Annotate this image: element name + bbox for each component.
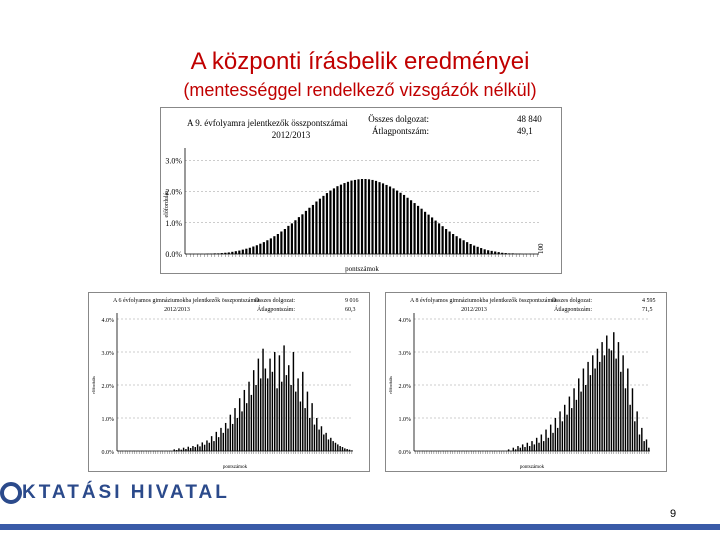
chart0-bar [340, 185, 342, 254]
chart0-count-value: 48 840 [517, 114, 542, 124]
chart1-bar [279, 355, 280, 451]
chart0-mean-label: Átlagpontszám: [372, 126, 429, 136]
chart2-bar [646, 439, 647, 451]
chart0-bar [287, 226, 289, 254]
chart0-bar [273, 236, 275, 254]
chart0-bar [263, 242, 265, 254]
chart0-bar [333, 188, 335, 254]
chart2-bar [527, 443, 528, 451]
chart2-ytick-label: 3.0% [398, 351, 411, 357]
chart0-bar [326, 193, 328, 254]
chart2-bar [634, 421, 635, 451]
chart2-bar [529, 446, 530, 451]
chart1-bar [176, 450, 177, 451]
chart0-bar [322, 196, 324, 254]
chart0-bar [487, 250, 489, 254]
chart0-bar [445, 229, 447, 254]
chart0-bar [228, 252, 230, 254]
chart1-count-value: 9 016 [345, 298, 359, 304]
chart1-bar [288, 365, 289, 451]
chart2-bar [573, 388, 574, 451]
chart2-bar [576, 400, 577, 451]
chart1-bar [274, 352, 275, 451]
chart0-bar [371, 180, 373, 254]
chart1-bar [325, 433, 326, 451]
chart2-bar [564, 405, 565, 451]
chart0-bar [361, 179, 363, 254]
chart2-bar [583, 369, 584, 452]
chart-6-year-gymnasium [89, 293, 369, 471]
chart2-count-value: 4 595 [642, 298, 656, 304]
chart2-bar [515, 449, 516, 451]
chart1-bar [339, 446, 340, 451]
chart1-bar [211, 436, 212, 451]
logo-text: KTATÁSI HIVATAL [22, 482, 230, 503]
chart1-bar [269, 359, 270, 451]
chart1-bar [307, 392, 308, 451]
chart1-bar [185, 449, 186, 451]
chart2-bar [648, 448, 649, 451]
chart0-bar [508, 253, 510, 254]
chart0-bar [428, 215, 430, 254]
chart0-bar [277, 234, 279, 254]
chart2-bar [520, 448, 521, 451]
chart0-bar [298, 217, 300, 254]
chart1-bar [246, 403, 247, 451]
chart1-title-line: 2012/2013 [164, 307, 190, 313]
chart0-mean-value: 49,1 [517, 126, 533, 136]
chart1-bar [209, 443, 210, 451]
chart0-ytick-label: 3.0% [165, 156, 182, 166]
chart0-bar [368, 179, 370, 254]
chart0-bar [336, 186, 338, 254]
chart2-title-line: A 8 évfolyamos gimnáziumokba jelentkezők összpontszámai [410, 298, 557, 304]
chart0-bar [354, 180, 356, 254]
chart0-ytick-label: 1.0% [165, 218, 182, 228]
chart1-bar [330, 438, 331, 451]
chart1-bar [323, 435, 324, 452]
chart0-bar [301, 214, 303, 254]
chart0-bar [466, 242, 468, 254]
chart1-count-label: Összes dolgozat: [254, 298, 295, 304]
chart1-bar [216, 432, 217, 451]
chart0-bar [410, 200, 412, 254]
chart2-bar [552, 433, 553, 451]
footer-line [0, 524, 720, 530]
chart1-bar [297, 378, 298, 451]
chart1-ytick-label: 2.0% [101, 384, 114, 390]
chart2-bar [606, 336, 607, 452]
chart1-bar [188, 447, 189, 451]
chart1-bar [272, 372, 273, 451]
chart2-bar [632, 388, 633, 451]
chart1-y-axis-label: előfordulás [91, 376, 96, 394]
chart2-bar [531, 441, 532, 451]
chart1-bar [241, 411, 242, 451]
chart2-bar [524, 447, 525, 451]
chart2-title-line: 2012/2013 [461, 307, 487, 313]
chart1-bar [255, 385, 256, 451]
chart2-bar [604, 355, 605, 451]
chart1-bar [251, 395, 252, 451]
chart0-bar [224, 253, 226, 254]
chart1-bar [349, 450, 350, 451]
chart0-bar [256, 245, 258, 254]
chart2-bar [548, 438, 549, 451]
chart2-bar [536, 438, 537, 451]
chart1-x-axis-label: pontszámok [222, 465, 248, 470]
chart2-bar [587, 362, 588, 451]
chart1-bar [195, 447, 196, 451]
chart1-ytick-label: 3.0% [101, 351, 114, 357]
chart0-bar [315, 202, 317, 255]
chart1-bar [232, 424, 233, 451]
chart0-bar [424, 212, 426, 254]
chart2-mean-value: 71,5 [642, 307, 653, 313]
chart1-bar [230, 415, 231, 451]
chart0-bar [417, 206, 419, 254]
chart0-bar [392, 188, 394, 254]
chart1-bar [265, 369, 266, 452]
chart0-bar [221, 253, 223, 254]
chart1-bar [314, 425, 315, 451]
chart1-bar [316, 418, 317, 451]
chart0-bar [435, 221, 437, 254]
chart0-bar [505, 253, 507, 254]
chart0-bar [343, 183, 345, 254]
chart0-bar [396, 191, 398, 254]
chart0-bar [378, 182, 380, 254]
chart0-bar [442, 226, 444, 254]
chart1-bar [220, 428, 221, 451]
chart2-bar [627, 369, 628, 452]
chart0-bar [480, 248, 482, 254]
chart1-bar [346, 449, 347, 451]
chart0-bar [238, 251, 240, 254]
chart0-bar [270, 238, 272, 254]
chart0-bar [382, 183, 384, 254]
chart2-bar [538, 443, 539, 451]
chart1-bar [248, 382, 249, 451]
chart2-bar [622, 355, 623, 451]
chart0-bar [389, 187, 391, 255]
chart2-count-label: Összes dolgozat: [551, 298, 592, 304]
chart2-bar [555, 418, 556, 451]
chart1-bar [328, 439, 329, 451]
chart1-bar [227, 429, 228, 451]
chart1-bar [202, 442, 203, 451]
chart2-bar [541, 435, 542, 452]
chart2-bar [611, 350, 612, 451]
chart0-title-line: 2012/2013 [271, 130, 311, 140]
chart1-bar [337, 444, 338, 451]
chart0-bar [259, 244, 261, 254]
chart1-mean-label: Átlagpontszám: [257, 307, 295, 313]
chart2-bar [522, 444, 523, 451]
chart0-bar [249, 248, 251, 254]
chart1-bar [218, 437, 219, 451]
chart1-bar [332, 441, 333, 451]
chart1-bar [197, 444, 198, 451]
chart2-ytick-label: 0.0% [398, 450, 411, 456]
chart2-bar [613, 332, 614, 451]
chart2-bar [639, 435, 640, 452]
chart0-x-axis-label: pontszámok [345, 265, 379, 273]
chart1-bar [183, 448, 184, 451]
chart0-title-line: A 9. évfolyamra jelentkezők összpontszámai [187, 118, 348, 128]
chart2-ytick-label: 2.0% [398, 384, 411, 390]
chart0-bar [252, 247, 254, 255]
chart-panel-8-year-gymnasium [385, 292, 667, 472]
chart0-ytick-label: 2.0% [165, 187, 182, 197]
chart0-x-end-label: 100 [537, 243, 545, 254]
chart1-bar [300, 402, 301, 452]
chart0-bar [291, 223, 293, 254]
chart1-bar [276, 388, 277, 451]
chart2-bar [620, 372, 621, 451]
chart0-bar [312, 205, 314, 254]
chart1-bar [342, 447, 343, 451]
chart0-bar [231, 252, 233, 254]
chart2-bar [534, 444, 535, 451]
chart2-ytick-label: 4.0% [398, 318, 411, 324]
chart1-bar [260, 378, 261, 451]
chart0-bar [449, 232, 451, 255]
chart2-bar [615, 359, 616, 451]
chart-panel-9th-grade [160, 107, 562, 274]
slide-title: A központi írásbelik eredményei [190, 48, 530, 75]
chart0-bar [308, 208, 310, 254]
chart1-bar [351, 450, 352, 451]
chart0-bar [452, 234, 454, 254]
chart0-bar [357, 179, 359, 254]
chart1-bar [223, 433, 224, 451]
chart1-bar [244, 390, 245, 451]
slide-subtitle: (mentességgel rendelkező vizsgázók nélkül) [183, 80, 537, 100]
chart0-bar [403, 195, 405, 254]
chart1-bar [302, 372, 303, 451]
chart2-bar [569, 397, 570, 451]
chart0-bar [319, 199, 321, 254]
chart2-bar [590, 375, 591, 451]
chart2-bar [597, 349, 598, 451]
chart2-bar [641, 428, 642, 451]
chart0-bar [512, 253, 514, 254]
chart2-bar [557, 428, 558, 451]
chart0-bar [217, 253, 219, 254]
chart0-bar [431, 217, 433, 254]
chart1-mean-value: 60,3 [345, 307, 356, 313]
chart1-bar [267, 378, 268, 451]
chart0-bar [350, 181, 352, 254]
chart1-title-line: A 6 évfolyamos gimnáziumokba jelentkezők összpontszámai [113, 298, 260, 304]
chart0-bar [459, 238, 461, 254]
chart1-bar [239, 398, 240, 451]
chart0-bar [463, 240, 465, 254]
chart2-bar [517, 446, 518, 451]
chart0-bar [470, 244, 472, 254]
chart2-bar [625, 388, 626, 451]
chart1-bar [192, 446, 193, 451]
chart0-bar [413, 203, 415, 254]
chart0-bar [284, 229, 286, 254]
chart0-bar [280, 232, 282, 255]
chart-8-year-gymnasium [386, 293, 666, 471]
chart1-bar [293, 352, 294, 451]
chart2-bar [562, 421, 563, 451]
chart0-bar [294, 220, 296, 254]
chart1-bar [281, 382, 282, 451]
chart2-bar [599, 362, 600, 451]
chart2-bar [578, 378, 579, 451]
chart2-bar [559, 411, 560, 451]
chart1-bar [225, 423, 226, 451]
chart2-bar [550, 425, 551, 451]
chart0-bar [473, 246, 475, 254]
chart0-bar [266, 240, 268, 254]
chart0-bar [477, 247, 479, 254]
chart2-bar [543, 441, 544, 451]
chart1-bar [190, 448, 191, 451]
chart1-bar [304, 408, 305, 451]
chart1-bar [213, 441, 214, 451]
chart2-x-axis-label: pontszámok [519, 465, 545, 470]
chart1-ytick-label: 0.0% [101, 450, 114, 456]
chart1-bar [335, 443, 336, 451]
chart0-bar [456, 236, 458, 254]
chart1-bar [237, 418, 238, 451]
chart0-bar [484, 249, 486, 254]
chart1-ytick-label: 4.0% [101, 318, 114, 324]
chart1-bar [290, 385, 291, 451]
chart0-bar [498, 252, 500, 254]
chart1-bar [178, 448, 179, 451]
chart0-bar [245, 249, 247, 254]
chart0-bar [491, 251, 493, 254]
chart0-y-axis-label: előfordulás [164, 190, 170, 218]
chart0-bar [494, 252, 496, 255]
chart2-mean-label: Átlagpontszám: [554, 307, 592, 313]
chart1-bar [295, 392, 296, 451]
chart2-bar [643, 441, 644, 451]
chart-9th-grade [161, 108, 561, 273]
chart0-bar [347, 182, 349, 254]
chart1-bar [309, 418, 310, 451]
chart0-ytick-label: 0.0% [165, 250, 182, 259]
chart2-bar [571, 408, 572, 451]
chart0-bar [364, 179, 366, 254]
chart2-bar [601, 342, 602, 451]
chart0-bar [385, 185, 387, 254]
chart2-bar [585, 385, 586, 451]
page-number: 9 [669, 508, 677, 520]
chart0-bar [438, 223, 440, 254]
chart1-bar [286, 375, 287, 451]
chart1-bar [283, 345, 284, 451]
chart2-bar [592, 355, 593, 451]
chart2-bar [545, 430, 546, 451]
chart2-bar [566, 415, 567, 451]
chart1-bar [204, 445, 205, 451]
chart0-count-label: Összes dolgozat: [368, 114, 429, 124]
chart1-bar [181, 450, 182, 451]
chart0-bar [375, 181, 377, 254]
chart2-bar [608, 349, 609, 451]
chart2-bar [594, 369, 595, 452]
chart1-bar [206, 440, 207, 451]
chart1-bar [258, 359, 259, 451]
chart2-y-axis-label: előfordulás [388, 376, 393, 394]
chart2-bar [629, 405, 630, 451]
chart2-bar [508, 449, 509, 451]
chart1-bar [174, 449, 175, 451]
chart2-bar [513, 448, 514, 451]
chart2-ytick-label: 1.0% [398, 417, 411, 423]
chart1-bar [253, 370, 254, 451]
chart0-bar [214, 253, 216, 254]
chart1-bar [344, 448, 345, 451]
chart0-bar [305, 211, 307, 254]
chart1-bar [234, 408, 235, 451]
chart1-bar [262, 349, 263, 451]
chart2-bar [580, 392, 581, 451]
logo-circle-icon [2, 484, 20, 502]
chart0-bar [329, 191, 331, 254]
chart0-bar [406, 198, 408, 254]
chart0-bar [501, 253, 503, 254]
chart0-bar [242, 250, 244, 254]
chart0-bar [235, 251, 237, 254]
chart2-bar [618, 342, 619, 451]
chart1-bar [318, 430, 319, 451]
chart0-bar [420, 209, 422, 254]
chart1-bar [311, 403, 312, 451]
chart1-ytick-label: 1.0% [101, 417, 114, 423]
chart-panel-6-year-gymnasium [88, 292, 370, 472]
chart0-bar [399, 193, 401, 254]
chart1-bar [321, 426, 322, 451]
chart2-bar [636, 411, 637, 451]
chart1-bar [199, 446, 200, 451]
